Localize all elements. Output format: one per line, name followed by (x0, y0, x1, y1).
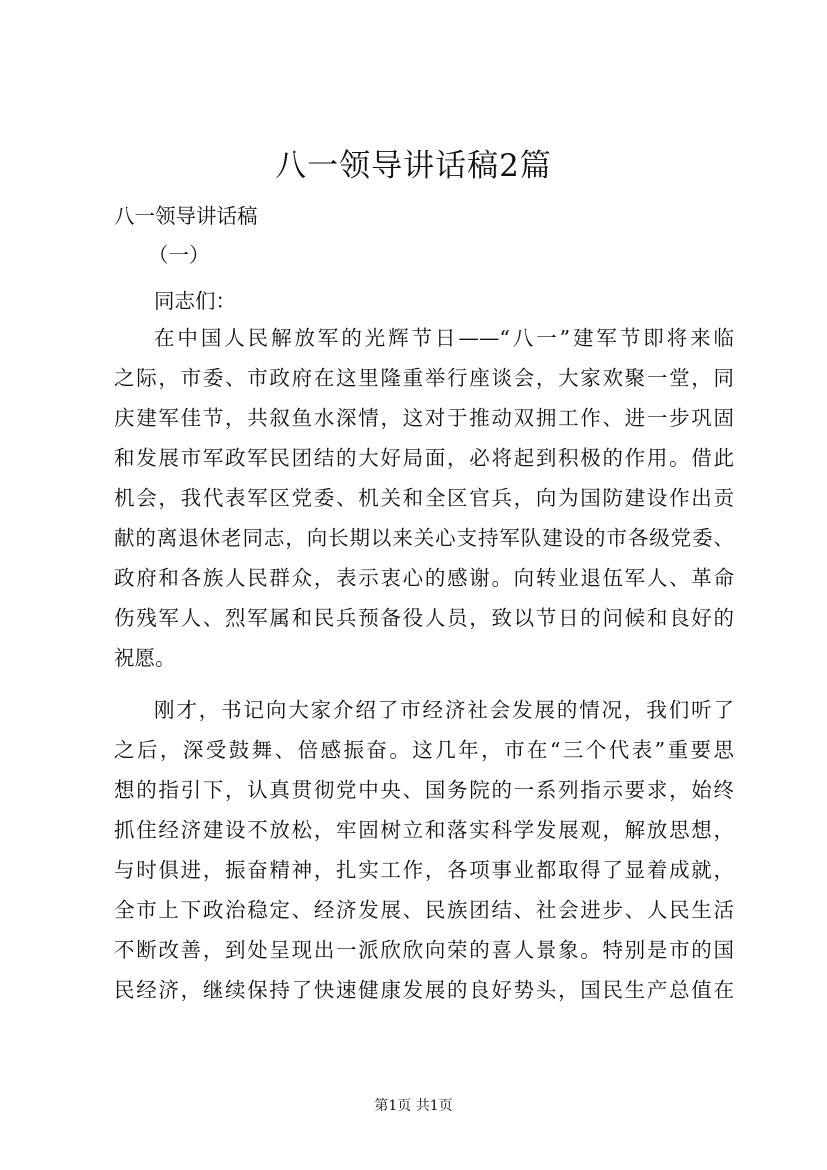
document-title: 八一领导讲话稿2篇 (275, 148, 552, 184)
paragraph-line: 与时俱进，振奋精神，扎实工作，各项事业都取得了显着成就， (114, 858, 734, 882)
paragraph-line: 之际，市委、市政府在这里隆重举行座谈会，大家欢聚一堂，同 (114, 366, 734, 390)
paragraph-line: 政府和各族人民群众，表示衷心的感谢。向转业退伍军人、革命 (114, 566, 734, 590)
paragraph-line: 庆建军佳节，共叙鱼水深情，这对于推动双拥工作、进一步巩固 (114, 406, 734, 430)
paragraph-line: 全市上下政治稳定、经济发展、民族团结、社会进步、人民生活 (114, 898, 734, 922)
paragraph-line: 伤残军人、烈军属和民兵预备役人员，致以节日的问候和良好的 (114, 606, 734, 630)
salutation: 同志们： (154, 289, 236, 313)
page-number-footer: 第1页 共1页 (374, 1098, 453, 1114)
document-subtitle: 八一领导讲话稿 (114, 204, 258, 228)
paragraph-line: 刚才，书记向大家介绍了市经济社会发展的情况，我们听了 (154, 698, 734, 722)
paragraph-line: 不断改善，到处呈现出一派欣欣向荣的喜人景象。特别是市的国 (114, 938, 734, 962)
paragraph-line: 献的离退休老同志，向长期以来关心支持军队建设的市各级党委、 (114, 526, 734, 550)
paragraph-line: 想的指引下，认真贯彻党中央、国务院的一系列指示要求，始终 (114, 778, 734, 802)
paragraph-line: 民经济，继续保持了快速健康发展的良好势头，国民生产总值在 (114, 978, 734, 1002)
paragraph-line: 抓住经济建设不放松，牢固树立和落实科学发展观，解放思想， (114, 818, 734, 842)
paragraph-line: 之后，深受鼓舞、倍感振奋。这几年，市在“三个代表”重要思 (114, 738, 734, 762)
paragraph-line: 在中国人民解放军的光辉节日——“八一”建军节即将来临 (154, 326, 734, 350)
section-mark: （一） (148, 243, 210, 267)
paragraph-line: 和发展市军政军民团结的大好局面，必将起到积极的作用。借此 (114, 446, 734, 470)
paragraph-line: 祝愿。 (114, 646, 176, 670)
paragraph-line: 机会，我代表军区党委、机关和全区官兵，向为国防建设作出贡 (114, 486, 734, 510)
